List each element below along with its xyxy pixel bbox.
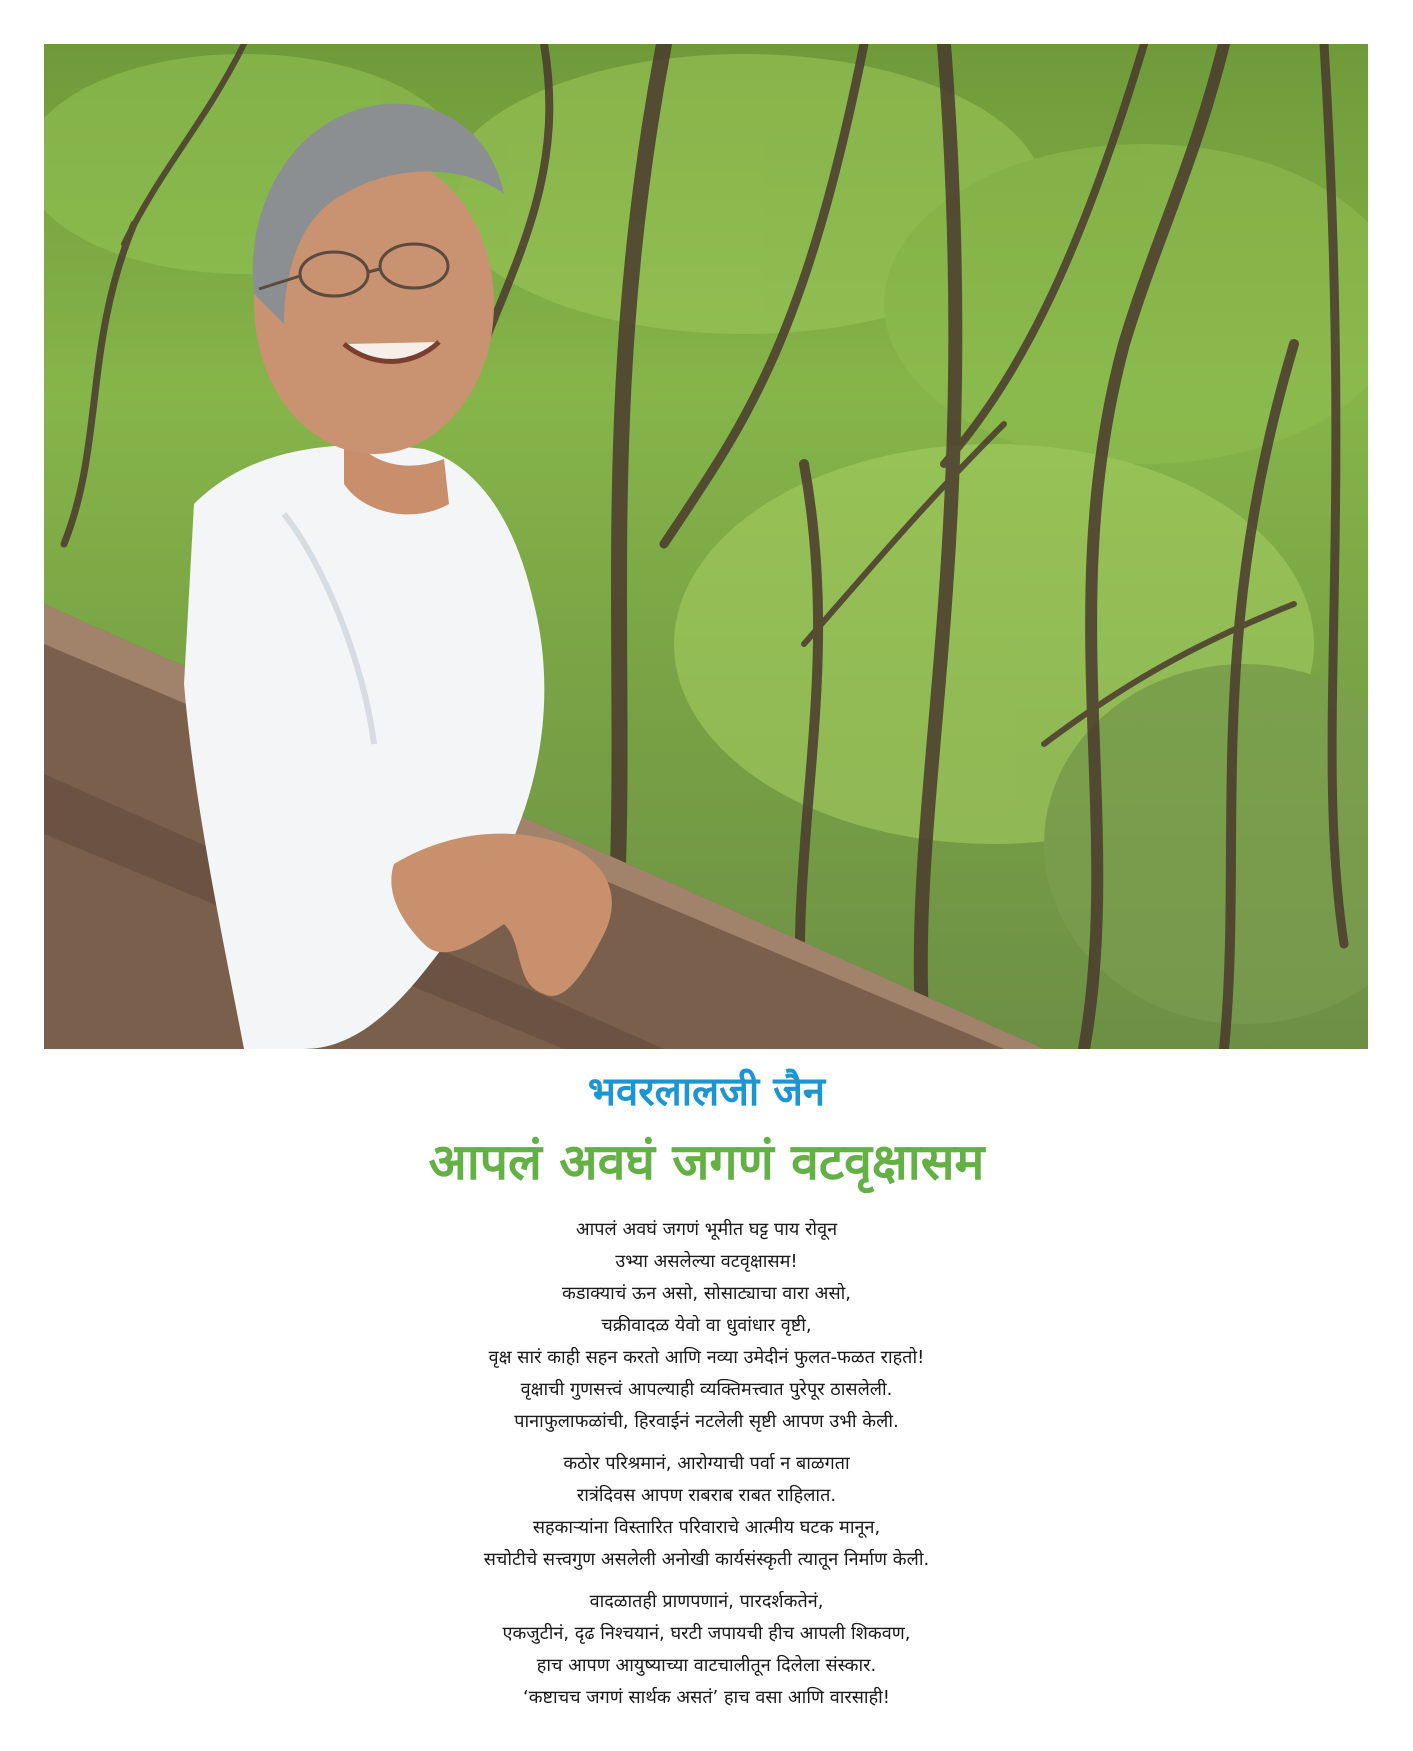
poem-line: ‘कष्टाचच जगणं सार्थक असतं’ हाच वसा आणि वारसाही! [522,1687,891,1708]
poem-line: रात्रंदिवस आपण राबराब राबत राहिलात. [576,1485,837,1506]
poem-line: उभ्या असलेल्या वटवृक्षासम! [615,1251,798,1272]
poem-line: पानाफुलाफळांची, हिरवाईनं नटलेली सृष्टी आपण उभी केली. [514,1411,899,1432]
poem-line: सचोटीचे सत्त्वगुण असलेली अनोखी कार्यसंस्कृती त्यातून निर्माण केली. [483,1549,930,1570]
poem-stanza-1 [0,1214,1413,1438]
poem-stanza-3 [0,1586,1413,1714]
poem-line: एकजुटीनं, दृढ निश्चयानं, घरटी जपायची हीच आपली शिकवण, [502,1623,911,1644]
poem-line: आपलं अवघं जगणं भूमीत घट्ट पाय रोवून [575,1219,838,1240]
headline: आपलं अवघं जगणं वटवृक्षासम [428,1133,985,1191]
poem-line: कडाक्याचं ऊन असो, सोसाट्याचा वारा असो, [562,1283,851,1304]
poem-line: वृक्ष सारं काही सहन करतो आणि नव्या उमेदीनं फुलत-फळत राहतो! [488,1347,925,1368]
person-name: भवरलालजी जैन [587,1069,826,1115]
poem-line: चक्रीवादळ येवो वा धुवांधार वृष्टी, [601,1315,812,1336]
portrait-photo [44,44,1368,1049]
poem-line: कठोर परिश्रमानं, आरोग्याची पर्वा न बाळगता [563,1453,850,1474]
poem-line: वादळातही प्राणपणानं, पारदर्शकतेनं, [589,1591,824,1612]
portrait-photo-man-on-bench-icon [44,44,1368,1049]
poem-line: वृक्षाची गुणसत्त्वं आपल्याही व्यक्तिमत्त्वात पुरेपूर ठासलेली. [520,1379,893,1400]
text-block [0,1062,1413,1724]
poem-line: सहकाऱ्यांना विस्तारित परिवाराचे आत्मीय घटक मानून, [532,1517,881,1538]
poem-line: हाच आपण आयुष्याच्या वाटचालीतून दिलेला संस्कार. [536,1655,877,1676]
poem-stanza-2 [0,1448,1413,1576]
